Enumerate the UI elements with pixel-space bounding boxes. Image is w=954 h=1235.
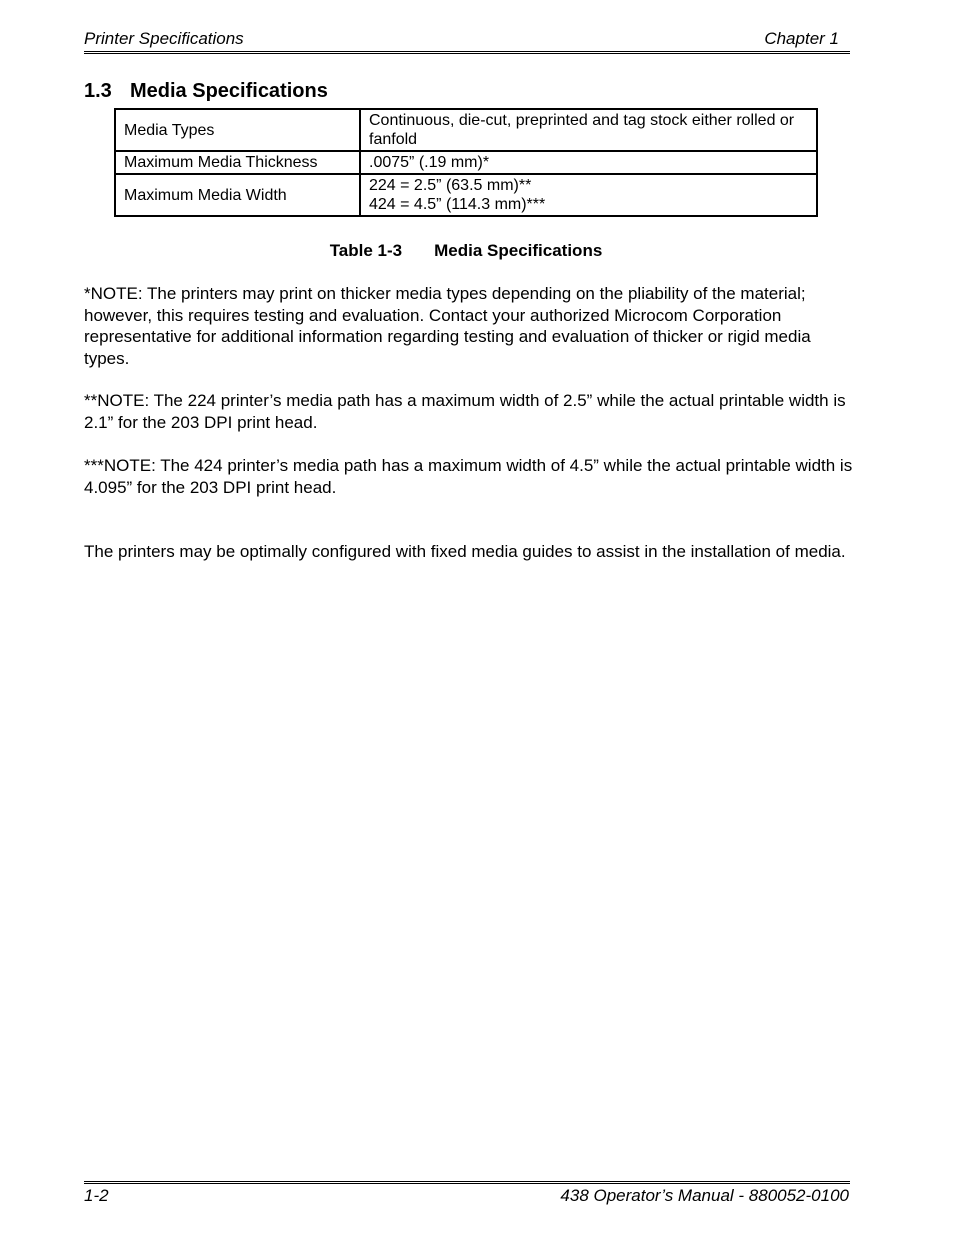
section-heading — [84, 78, 328, 104]
note-paragraph: *NOTE: The printers may print on thicker media types depending on the pliability of the material; however, this requires testing and evaluation. Contact your authorized Microcom Corporation representative for additional information regarding testing and evaluation of thicker or rigid media types. — [84, 284, 811, 368]
row-value — [360, 109, 817, 151]
header-rule — [84, 51, 850, 54]
header-section-title: Printer Specifications — [84, 29, 244, 48]
row-label: Media Types — [115, 109, 360, 151]
caption-number: Table 1-3 — [329, 241, 403, 260]
footer-rule — [84, 1181, 850, 1184]
header-chapter: Chapter 1 — [764, 29, 839, 48]
caption-title: Media Specifications — [434, 241, 603, 260]
section-title: Media Specifications — [130, 80, 328, 102]
page-footer — [84, 1185, 849, 1207]
value-line: 224 = 2.5” (63.5 mm)** — [369, 177, 532, 194]
table-row — [115, 174, 817, 216]
note-paragraph: **NOTE: The 224 printer’s media path has a maximum width of 2.5” while the actual printable width is 2.1” for the 203 DPI print head. — [84, 391, 846, 432]
page-number: 1-2 — [84, 1186, 109, 1205]
section-number: 1.3 — [84, 80, 112, 102]
body-paragraph: The printers may be optimally configured with fixed media guides to assist in the installation of media. — [84, 542, 846, 561]
note-paragraph: ***NOTE: The 424 printer’s media path has a maximum width of 4.5” while the actual printable width is 4.095” for the 203 DPI print head. — [84, 456, 853, 497]
page-header — [84, 28, 849, 50]
row-label: Maximum Media Thickness — [115, 151, 360, 174]
media-specifications-table — [114, 108, 818, 217]
table-caption — [0, 240, 932, 262]
row-value — [360, 174, 817, 216]
table-row — [115, 151, 817, 174]
manual-title: 438 Operator’s Manual - 880052-0100 — [560, 1186, 849, 1205]
value-line: Continuous, die-cut, preprinted and tag stock either rolled or fanfold — [369, 112, 795, 148]
row-value — [360, 151, 817, 174]
value-line: .0075” (.19 mm)* — [369, 154, 490, 171]
table-row — [115, 109, 817, 151]
value-line: 424 = 4.5” (114.3 mm)*** — [369, 196, 546, 213]
row-label: Maximum Media Width — [115, 174, 360, 216]
